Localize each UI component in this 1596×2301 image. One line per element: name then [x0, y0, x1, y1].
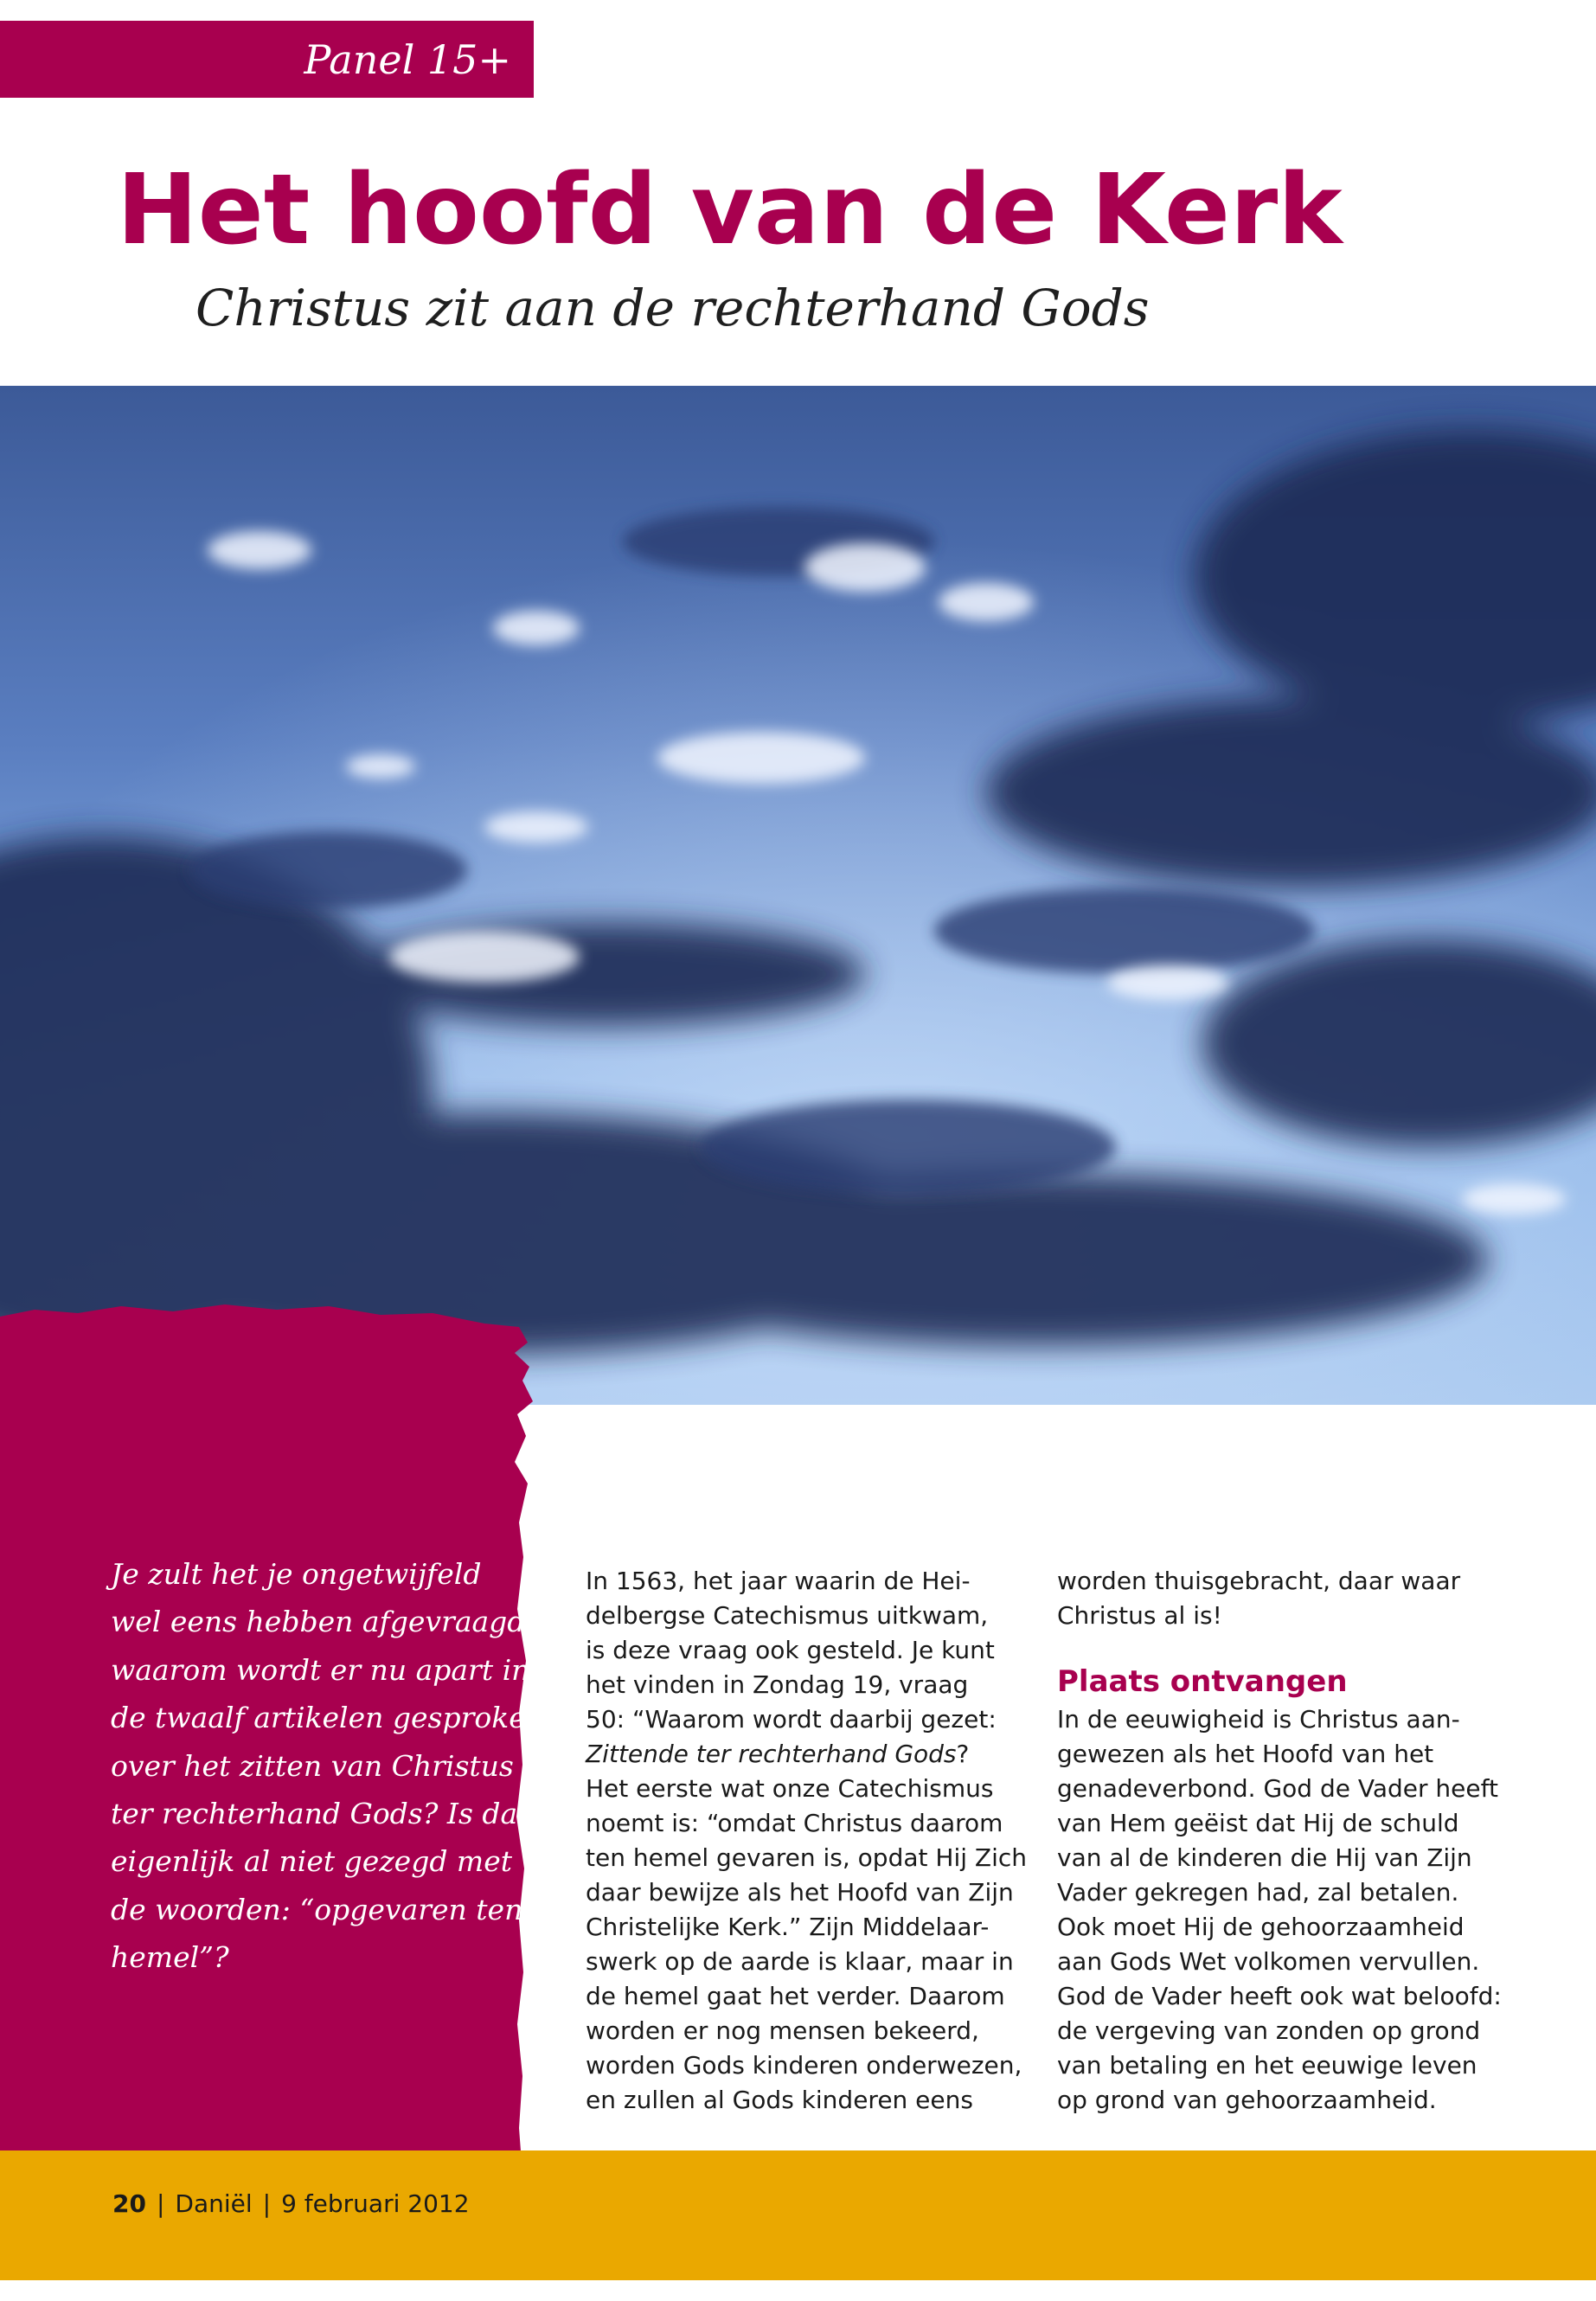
publication-name: Daniël	[175, 2189, 253, 2218]
body-line-quote	[586, 1737, 1035, 1772]
body-line: de hemel gaat het verder. Daarom	[586, 1982, 1005, 2010]
footer	[112, 2189, 470, 2218]
body-column-middle	[586, 1564, 1035, 2118]
body-line: Christus al is!	[1057, 1601, 1222, 1630]
body-line: 50: “Waarom wordt daarbij gezet:	[586, 1705, 997, 1734]
body-line: het vinden in Zondag 19, vraag	[586, 1670, 969, 1699]
intro-line: wel eens hebben afgevraagd:	[111, 1605, 535, 1639]
body-line: daar bewijze als het Hoofd van Zijn	[586, 1878, 1014, 1907]
section-heading: Plaats ontvangen	[1057, 1664, 1348, 1699]
body-line: en zullen al Gods kinderen eens	[586, 2086, 973, 2114]
intro-line: waarom wordt er nu apart in	[111, 1652, 530, 1687]
body-line: de vergeving van zonden op grond	[1057, 2016, 1481, 2045]
body-column-right-top	[1057, 1564, 1542, 1633]
body-line: Het eerste wat onze Catechismus	[586, 1774, 994, 1803]
body-line: van betaling en het eeuwige leven	[1057, 2051, 1477, 2080]
footer-separator: |	[156, 2189, 165, 2218]
body-line: is deze vraag ook gesteld. Je kunt	[586, 1636, 995, 1664]
intro-line: Je zult het je ongetwijfeld	[111, 1557, 482, 1591]
body-line: op grond van gehoorzaamheid.	[1057, 2086, 1437, 2114]
body-line: God de Vader heeft ook wat beloofd:	[1057, 1982, 1502, 2010]
body-line: aan Gods Wet volkomen vervullen.	[1057, 1947, 1480, 1976]
sky-clouds-photo	[0, 386, 1596, 1405]
body-line: gewezen als het Hoofd van het	[1057, 1740, 1434, 1768]
intro-line: de woorden: “opgevaren ten	[111, 1892, 523, 1926]
catechism-quote: Zittende ter rechterhand Gods	[586, 1740, 957, 1768]
body-line: van Hem geëist dat Hij de schuld	[1057, 1809, 1459, 1837]
body-line: swerk op de aarde is klaar, maar in	[586, 1947, 1014, 1976]
body-line: noemt is: “omdat Christus daarom	[586, 1809, 1003, 1837]
intro-line: over het zitten van Christus	[111, 1748, 514, 1783]
body-column-right	[1057, 1702, 1576, 2118]
publication-date: 9 februari 2012	[281, 2189, 470, 2218]
body-line: genadeverbond. God de Vader heeft	[1057, 1774, 1498, 1803]
title-bold-part: Het hoofd	[117, 154, 657, 266]
quote-end: ?	[956, 1740, 970, 1768]
panel-label: Panel 15+	[0, 21, 534, 98]
body-line: delbergse Catechismus uitkwam,	[586, 1601, 989, 1630]
intro-line: hemel”?	[111, 1940, 229, 1975]
intro-line: de twaalf artikelen gesproken	[111, 1701, 545, 1735]
page-subtitle: Christus zit aan de rechterhand Gods	[195, 279, 1150, 337]
title-rest-part: van de Kerk	[657, 154, 1343, 266]
body-line: ten hemel gevaren is, opdat Hij Zich	[586, 1843, 1028, 1872]
body-line: In 1563, het jaar waarin de Hei-	[586, 1567, 971, 1595]
body-line: In de eeuwigheid is Christus aan-	[1057, 1705, 1460, 1734]
body-line: worden Gods kinderen onderwezen,	[586, 2051, 1022, 2080]
body-line: worden thuisgebracht, daar waar	[1057, 1567, 1461, 1595]
body-line: Ook moet Hij de gehoorzaamheid	[1057, 1913, 1465, 1941]
page-title	[117, 154, 1343, 266]
body-line: Vader gekregen had, zal betalen.	[1057, 1878, 1459, 1907]
body-line: worden er nog mensen bekeerd,	[586, 2016, 979, 2045]
intro-line: ter rechterhand Gods? Is dat	[111, 1797, 529, 1831]
footer-separator: |	[262, 2189, 272, 2218]
intro-paragraph	[111, 1550, 545, 1982]
page-number: 20	[112, 2189, 146, 2218]
intro-line: eigenlijk al niet gezegd met	[111, 1844, 513, 1879]
body-line: Christelijke Kerk.” Zijn Middelaar-	[586, 1913, 990, 1941]
body-line: van al de kinderen die Hij van Zijn	[1057, 1843, 1472, 1872]
